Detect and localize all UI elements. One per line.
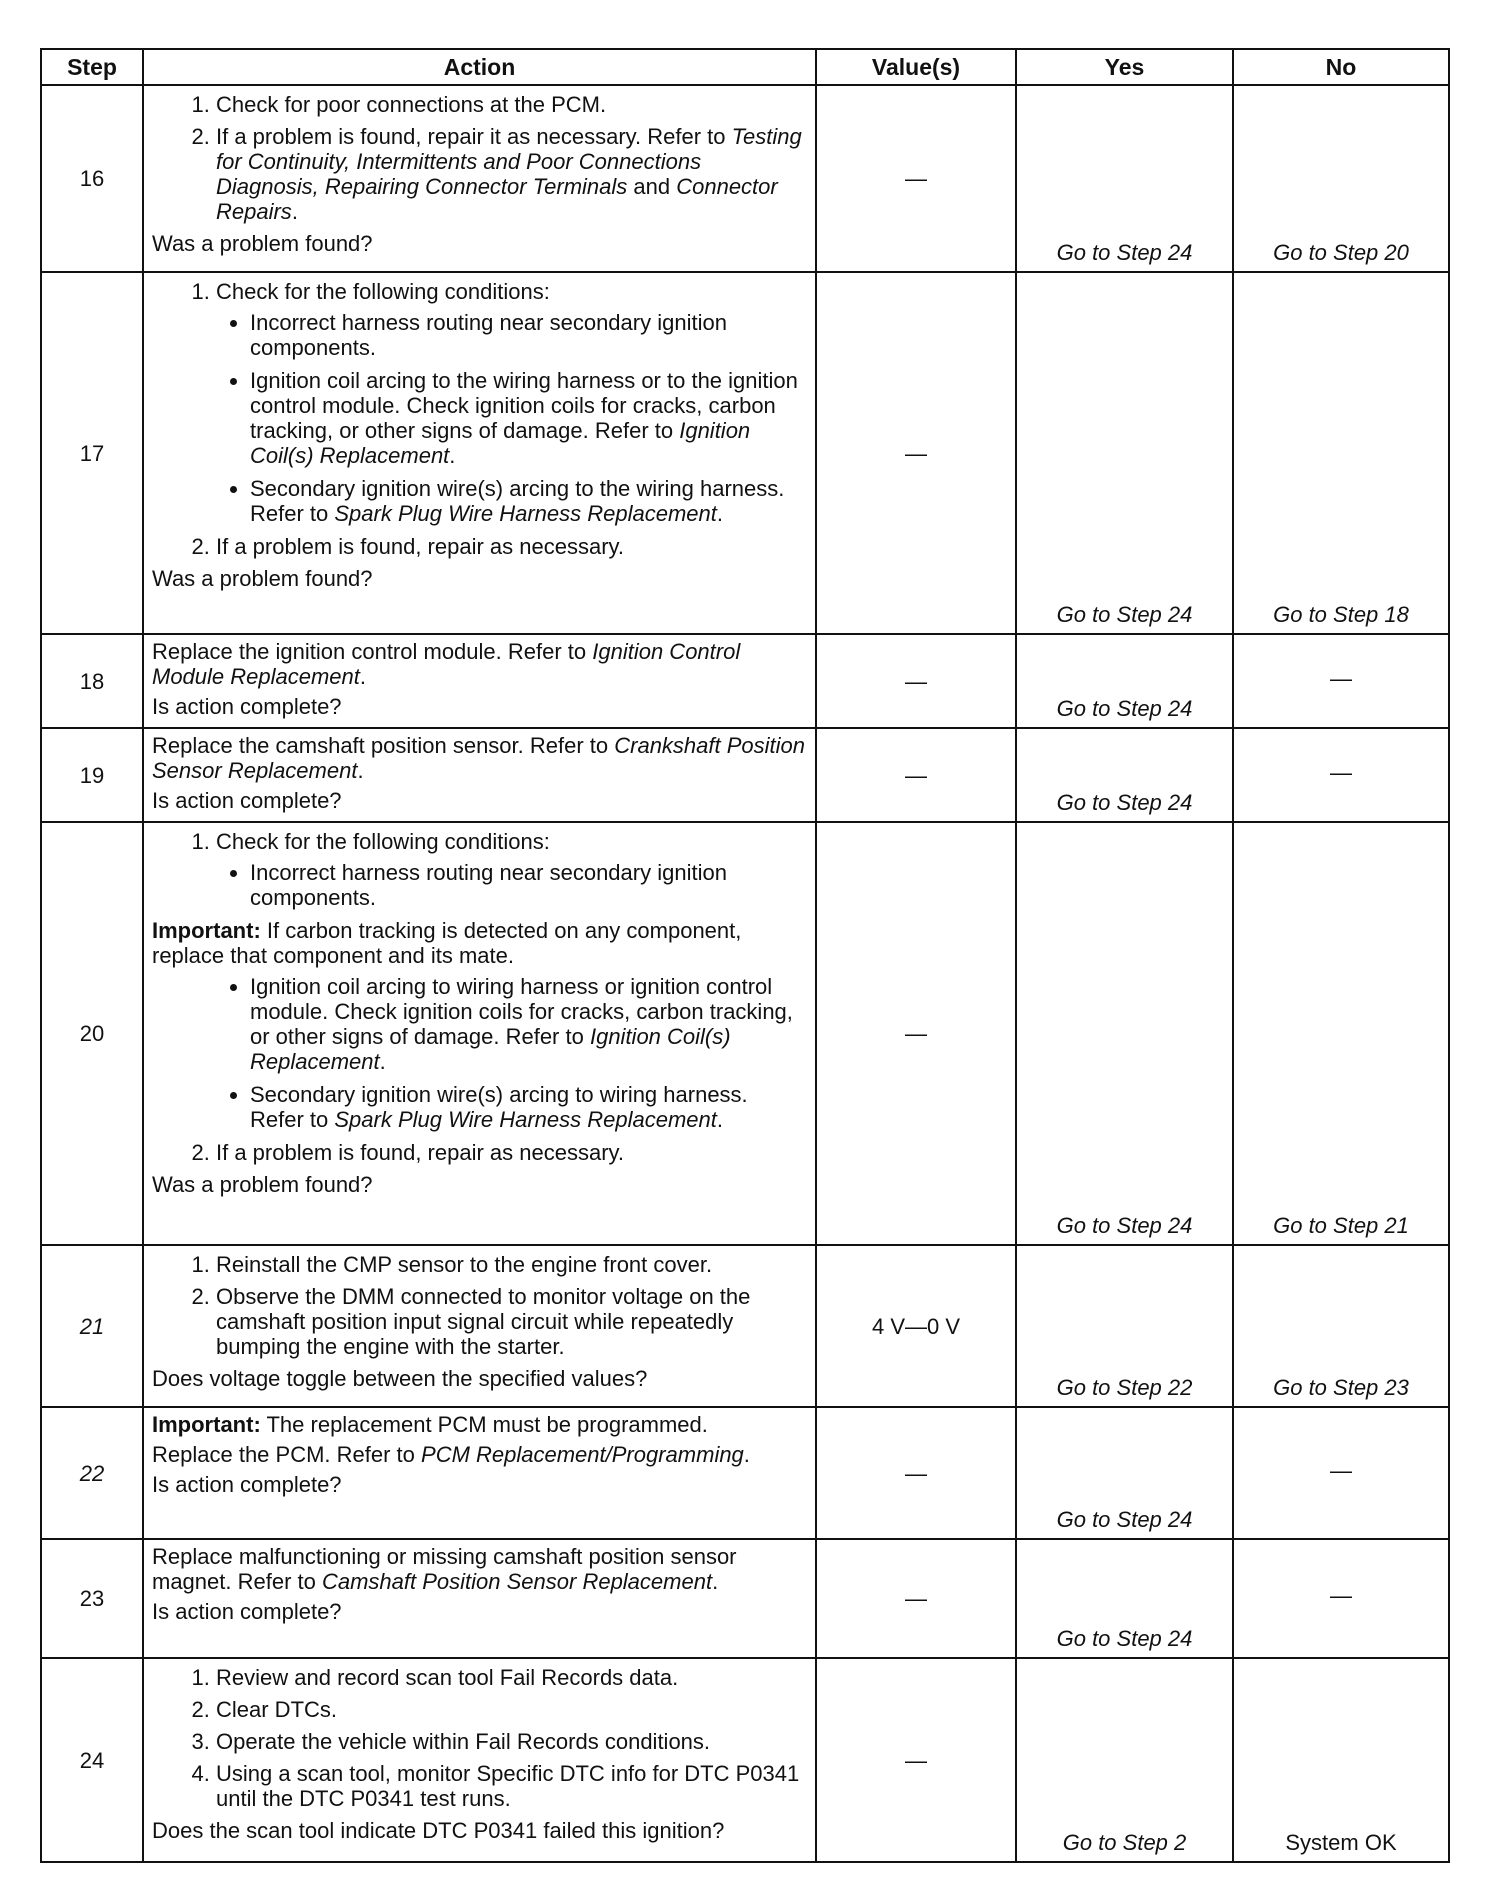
yes-cell: Go to Step 24 — [1016, 1407, 1233, 1539]
list-item: 2. If a problem is found, repair as necessary. — [216, 1140, 807, 1165]
question-text: Was a problem found? — [152, 566, 373, 591]
list-item: 1. Check for poor connections at the PCM. — [216, 92, 807, 117]
action-text: Replace the PCM. Refer to PCM Replacement/Programming. — [152, 1442, 750, 1467]
no-cell: — — [1233, 634, 1449, 728]
important-note: Important: The replacement PCM must be programmed. — [152, 1412, 708, 1437]
reference-link: PCM Replacement/Programming — [421, 1442, 744, 1467]
reference-link: Spark Plug Wire Harness Replacement — [334, 1107, 717, 1132]
header-action: Action — [143, 49, 816, 85]
condition-list — [152, 974, 807, 1132]
value-cell: — — [816, 822, 1016, 1245]
list-item: 2. Clear DTCs. — [216, 1697, 807, 1722]
yes-cell: Go to Step 22 — [1016, 1245, 1233, 1407]
yes-cell: Go to Step 24 — [1016, 822, 1233, 1245]
value-cell: — — [816, 85, 1016, 272]
action-cell — [143, 1245, 816, 1407]
step-number: 19 — [41, 728, 143, 822]
condition-list — [216, 860, 807, 910]
list-item: 3. Operate the vehicle within Fail Records conditions. — [216, 1729, 807, 1754]
diagnostic-table — [40, 48, 1450, 1863]
list-item: 1. Review and record scan tool Fail Records data. — [216, 1665, 807, 1690]
step-number: 21 — [41, 1245, 143, 1407]
value-cell: — — [816, 634, 1016, 728]
yes-cell: Go to Step 24 — [1016, 634, 1233, 728]
no-cell: Go to Step 20 — [1233, 85, 1449, 272]
list-item: 1. Check for the following conditions: • Incorrect harness routing near secondary ignition components. — [216, 829, 807, 910]
action-cell — [143, 85, 816, 272]
list-item: • Incorrect harness routing near secondary ignition components. — [250, 860, 807, 910]
value-cell: — — [816, 272, 1016, 634]
list-item: 1. Check for the following conditions: • Incorrect harness routing near secondary ignition components. • Ignition coil arcing to the wiring harness or to the ignition control module. Check ignition coils for cracks, carbon tracking, or other signs of damage. Refer to Ignition Coil(s) Replacement. • Secondary ignition wire(s) arcing to the wiring harness. Refer to Spark Plug Wire Harness Replacement. — [216, 279, 807, 526]
step-number: 22 — [41, 1407, 143, 1539]
header-step: Step — [41, 49, 143, 85]
reference-link: Testing for Continuity, Intermittents and Poor Connections Diagnosis, Repairing Connector Terminals — [216, 124, 802, 199]
table-row-step-20 — [41, 822, 1449, 1245]
step-number: 23 — [41, 1539, 143, 1658]
reference-link: Connector Repairs — [216, 174, 778, 224]
action-list — [152, 92, 807, 224]
list-item: • Incorrect harness routing near secondary ignition components. — [250, 310, 807, 360]
list-item: • Ignition coil arcing to wiring harness or ignition control module. Check ignition coils for cracks, carbon tracking, or other signs of damage. Refer to Ignition Coil(s) Replacement. — [250, 974, 807, 1074]
question-text: Is action complete? — [152, 788, 342, 813]
step-number: 20 — [41, 822, 143, 1245]
question-text: Is action complete? — [152, 1599, 342, 1624]
action-cell — [143, 728, 816, 822]
step-number: 18 — [41, 634, 143, 728]
list-item: • Secondary ignition wire(s) arcing to wiring harness. Refer to Spark Plug Wire Harness Replacement. — [250, 1082, 807, 1132]
reference-link: Spark Plug Wire Harness Replacement — [334, 501, 717, 526]
header-no: No — [1233, 49, 1449, 85]
value-cell: — — [816, 1407, 1016, 1539]
header-values: Value(s) — [816, 49, 1016, 85]
table-row-step-21 — [41, 1245, 1449, 1407]
important-label: Important: — [152, 1412, 261, 1437]
yes-cell: Go to Step 24 — [1016, 85, 1233, 272]
list-item: 2. If a problem is found, repair it as necessary. Refer to Testing for Continuity, Intermittents and Poor Connections Diagnosis, Repairing Connector Terminals and Connector Repairs. — [216, 124, 807, 224]
question-text: Does voltage toggle between the specified values? — [152, 1366, 648, 1391]
yes-cell: Go to Step 24 — [1016, 272, 1233, 634]
condition-list — [216, 310, 807, 526]
value-cell: — — [816, 1539, 1016, 1658]
list-item: 2. If a problem is found, repair as necessary. — [216, 534, 807, 559]
action-text: Replace malfunctioning or missing camshaft position sensor magnet. Refer to Camshaft Position Sensor Replacement. — [152, 1544, 737, 1594]
action-list — [152, 829, 807, 910]
step-number: 17 — [41, 272, 143, 634]
important-label: Important: — [152, 918, 261, 943]
action-cell — [143, 634, 816, 728]
table-row-step-18 — [41, 634, 1449, 728]
question-text: Was a problem found? — [152, 1172, 373, 1197]
table-row-step-16 — [41, 85, 1449, 272]
yes-cell: Go to Step 2 — [1016, 1658, 1233, 1862]
yes-cell: Go to Step 24 — [1016, 1539, 1233, 1658]
action-cell — [143, 1658, 816, 1862]
table-row-step-17 — [41, 272, 1449, 634]
action-cell — [143, 822, 816, 1245]
action-text: Replace the camshaft position sensor. Refer to Crankshaft Position Sensor Replacement. — [152, 733, 806, 783]
question-text: Was a problem found? — [152, 231, 373, 256]
value-cell: — — [816, 728, 1016, 822]
header-yes: Yes — [1016, 49, 1233, 85]
list-item: 2. Observe the DMM connected to monitor voltage on the camshaft position input signal circuit while repeatedly bumping the engine with the starter. — [216, 1284, 807, 1359]
no-cell: Go to Step 18 — [1233, 272, 1449, 634]
list-item: • Ignition coil arcing to the wiring harness or to the ignition control module. Check ignition coils for cracks, carbon tracking, or other signs of damage. Refer to Ignition Coil(s) Replacement. — [250, 368, 807, 468]
step-number: 24 — [41, 1658, 143, 1862]
reference-link: Ignition Coil(s) Replacement — [250, 1024, 731, 1074]
no-cell: — — [1233, 728, 1449, 822]
reference-link: Ignition Control Module Replacement — [152, 639, 741, 689]
question-text: Is action complete? — [152, 694, 342, 719]
no-cell: Go to Step 21 — [1233, 822, 1449, 1245]
table-row-step-19 — [41, 728, 1449, 822]
action-list — [152, 1140, 807, 1165]
table-row-step-23 — [41, 1539, 1449, 1658]
no-cell: — — [1233, 1539, 1449, 1658]
action-cell — [143, 272, 816, 634]
question-text: Does the scan tool indicate DTC P0341 failed this ignition? — [152, 1818, 725, 1843]
step-number: 16 — [41, 85, 143, 272]
no-cell: System OK — [1233, 1658, 1449, 1862]
no-cell: Go to Step 23 — [1233, 1245, 1449, 1407]
yes-cell: Go to Step 24 — [1016, 728, 1233, 822]
reference-link: Crankshaft Position Sensor Replacement — [152, 733, 806, 783]
list-item: 4. Using a scan tool, monitor Specific DTC info for DTC P0341 until the DTC P0341 test runs. — [216, 1761, 807, 1811]
action-list — [152, 279, 807, 559]
question-text: Is action complete? — [152, 1472, 342, 1497]
action-list — [152, 1665, 807, 1811]
list-item: 1. Reinstall the CMP sensor to the engine front cover. — [216, 1252, 807, 1277]
reference-link: Ignition Coil(s) Replacement — [250, 418, 751, 468]
action-list — [152, 1252, 807, 1359]
reference-link: Camshaft Position Sensor Replacement — [321, 1569, 713, 1594]
action-cell — [143, 1407, 816, 1539]
table-row-step-22 — [41, 1407, 1449, 1539]
important-note: Important: If carbon tracking is detected on any component, replace that component and its mate. — [152, 918, 742, 968]
list-item: • Secondary ignition wire(s) arcing to the wiring harness. Refer to Spark Plug Wire Harness Replacement. — [250, 476, 807, 526]
header-row — [41, 49, 1449, 85]
action-text: Replace the ignition control module. Refer to Ignition Control Module Replacement. — [152, 639, 741, 689]
value-cell: — — [816, 1658, 1016, 1862]
table-row-step-24 — [41, 1658, 1449, 1862]
value-cell: 4 V—0 V — [816, 1245, 1016, 1407]
action-cell — [143, 1539, 816, 1658]
no-cell: — — [1233, 1407, 1449, 1539]
